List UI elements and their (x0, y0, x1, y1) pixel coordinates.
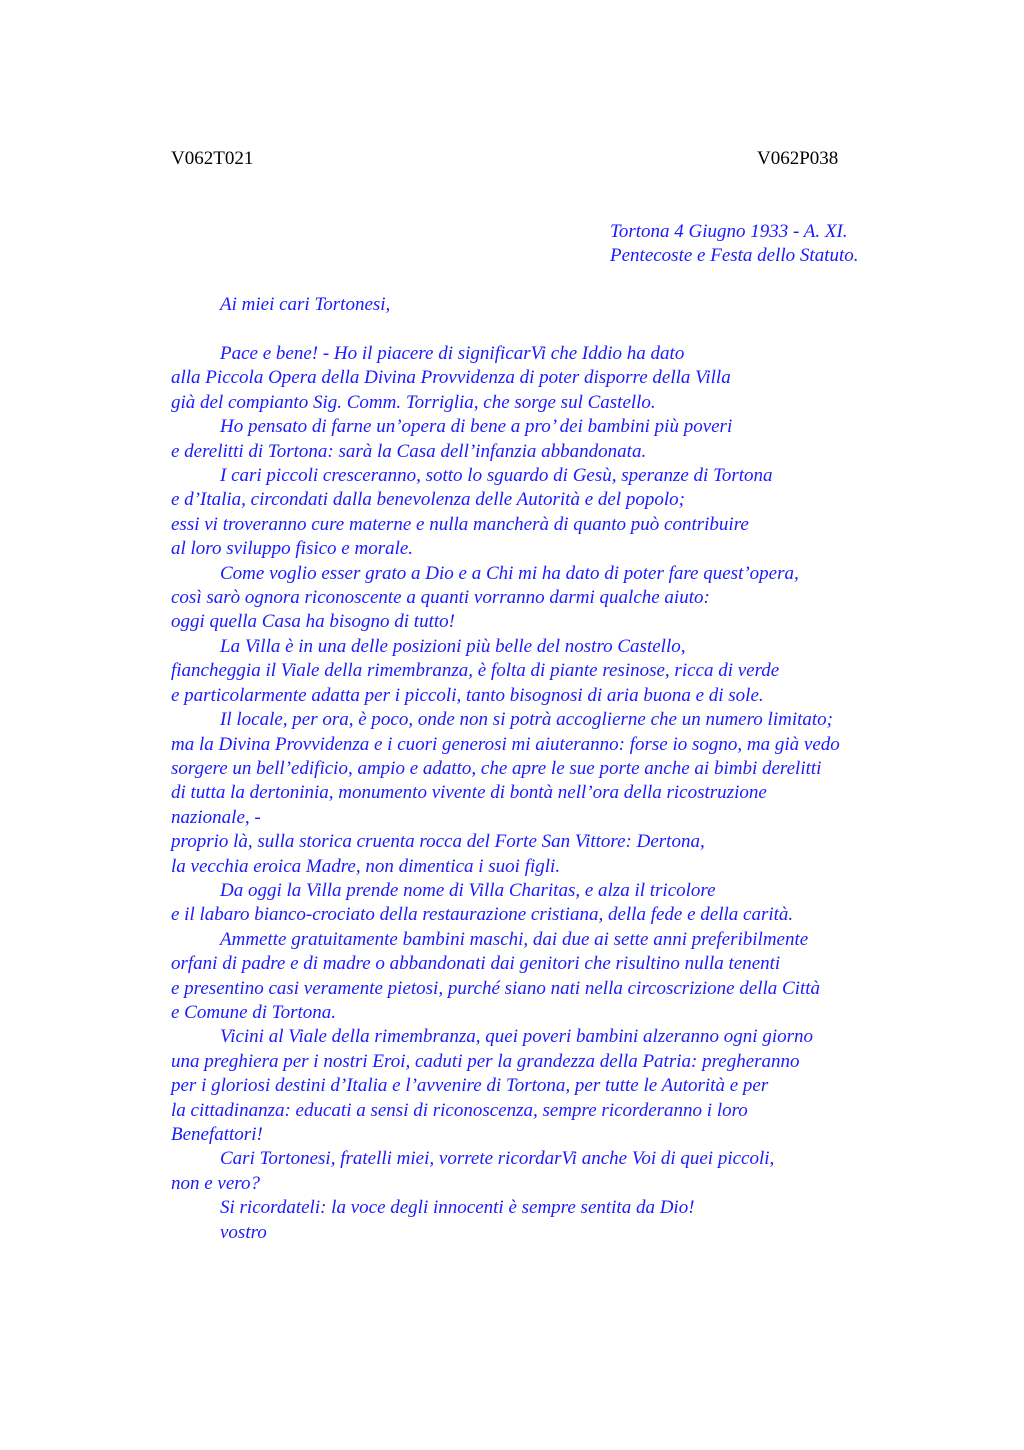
letter-line: e Comune di Tortona. (171, 1001, 337, 1023)
letter-line: nazionale, - (171, 806, 261, 828)
dateline-place-date: Tortona 4 Giugno 1933 - A. XI. (610, 221, 848, 242)
document-code-left: V062T021 (171, 148, 254, 169)
letter-line: e presentino casi veramente pietosi, purché siano nati nella circoscrizione della Città (171, 977, 821, 999)
letter-line: la cittadinanza: educati a sensi di riconoscenza, sempre ricorderanno i loro (171, 1099, 748, 1121)
letter-line: e il labaro bianco-crociato della restaurazione cristiana, della fede e della carità. (171, 904, 794, 926)
letter-line: Cari Tortonesi, fratelli miei, vorrete ricordarVi anche Voi di quei piccoli, (220, 1148, 775, 1170)
letter-line: La Villa è in una delle posizioni più belle del nostro Castello, (220, 635, 686, 657)
letter-line: Ammette gratuitamente bambini maschi, dai due ai sette anni preferibilmente (220, 928, 809, 950)
letter-line: Si ricordateli: la voce degli innocenti è sempre sentita da Dio! (220, 1197, 695, 1219)
letter-line: Da oggi la Villa prende nome di Villa Charitas, e alza il tricolore (220, 879, 716, 901)
letter-line: così sarò ognora riconoscente a quanti vorranno darmi qualche aiuto: (171, 587, 710, 609)
letter-line: e particolarmente adatta per i piccoli, tanto bisognosi di aria buona e di sole. (171, 684, 764, 706)
letter-line: alla Piccola Opera della Divina Provvidenza di poter disporre della Villa (171, 367, 731, 389)
letter-line: una preghiera per i nostri Eroi, caduti per la grandezza della Patria: pregheranno (171, 1050, 800, 1072)
letter-line: Benefattori! (171, 1124, 263, 1145)
letter-line: fiancheggia il Viale della rimembranza, è folta di piante resinose, ricca di verde (171, 660, 780, 682)
letter-line: al loro sviluppo fisico e morale. (171, 538, 414, 560)
dateline-occasion: Pentecoste e Festa dello Statuto. (610, 245, 859, 267)
spacer (171, 318, 931, 342)
letter-line: non e vero? (171, 1172, 260, 1194)
letter-line: la vecchia eroica Madre, non dimentica i suoi figli. (171, 855, 561, 877)
letter-line: già del compianto Sig. Comm. Torriglia, che sorge sul Castello. (171, 391, 656, 413)
letter-line: I cari piccoli cresceranno, sotto lo sguardo di Gesù, speranze di Tortona (220, 465, 773, 487)
letter-line: Vicini al Viale della rimembranza, quei poveri bambini alzeranno ogni giorno (220, 1026, 813, 1048)
letter-body (171, 220, 931, 1245)
document-code-right: V062P038 (757, 148, 839, 169)
letter-line: e d’Italia, circondati dalla benevolenza delle Autorità e del popolo; (171, 489, 685, 511)
letter-line: Il locale, per ora, è poco, onde non si potrà accoglierne che un numero limitato; (220, 709, 833, 731)
salutation: Ai miei cari Tortonesi, (220, 294, 391, 316)
letter-line: per i gloriosi destini d’Italia e l’avvenire di Tortona, per tutte le Autorità e per (171, 1075, 769, 1097)
letter-line: sorgere un bell’edificio, ampio e adatto, che apre le sue porte anche ai bimbi derelitti (171, 757, 822, 779)
letter-line: proprio là, sulla storica cruenta rocca del Forte San Vittore: Dertona, (171, 831, 705, 853)
letter-line: essi vi troveranno cure materne e nulla mancherà di quanto può contribuire (171, 513, 749, 535)
letter-line: e derelitti di Tortona: sarà la Casa dell’infanzia abbandonata. (171, 440, 647, 462)
letter-paragraphs (171, 342, 931, 1245)
letter-line: oggi quella Casa ha bisogno di tutto! (171, 611, 455, 633)
letter-line: Ho pensato di farne un’opera di bene a pro’ dei bambini più poveri (220, 416, 733, 438)
letter-line: ma la Divina Provvidenza e i cuori generosi mi aiuteranno: forse io sogno, ma già vedo (171, 733, 840, 755)
letter-line: vostro (220, 1221, 267, 1243)
letter-line: orfani di padre e di madre o abbandonati dai genitori che risultino nulla tenenti (171, 953, 781, 975)
letter-line: Come voglio esser grato a Dio e a Chi mi ha dato di poter fare quest’opera, (220, 562, 799, 584)
letter-line: di tutta la dertoninia, monumento vivente di bontà nell’ora della ricostruzione (171, 782, 767, 804)
letter-line: Pace e bene! - Ho il piacere di significarVi che Iddio ha dato (220, 343, 685, 364)
spacer (171, 269, 931, 293)
